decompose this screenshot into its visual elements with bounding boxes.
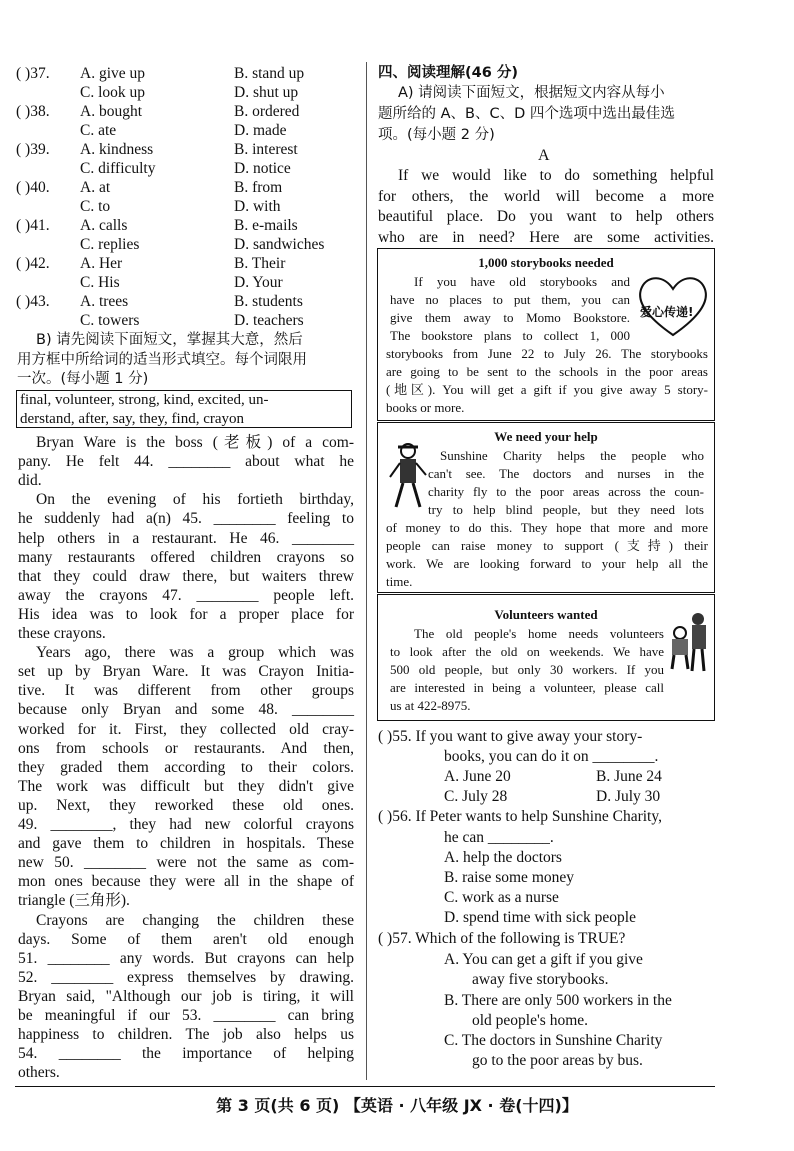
option-d: D. July 30: [596, 788, 661, 805]
intro-line: beautiful place. Do you want to help others: [378, 208, 714, 225]
word-box: [16, 390, 352, 428]
option-d: D. notice: [234, 160, 291, 177]
option-d: D. teachers: [234, 312, 304, 329]
passage-line: tive. It was different from other groups: [18, 682, 354, 700]
passage-line: that they could draw there, but waiters threw: [18, 567, 354, 585]
option-b: B. stand up: [234, 65, 305, 82]
passage-line: others.: [18, 1064, 60, 1082]
card-title: 1,000 storybooks needed: [478, 255, 614, 270]
question-number: ( )41.: [16, 217, 50, 234]
question-number: ( )43.: [16, 293, 50, 310]
passage-line: 52. ________ express themselves by drawing.: [18, 968, 354, 986]
option-line-1: C. The doctors in Sunshine Charity: [444, 1032, 663, 1049]
question-number: ( )37.: [16, 65, 50, 82]
card-sunshine-charity: [377, 422, 715, 593]
passage-line: happiness to children. The job also helps us: [18, 1026, 354, 1044]
option-a: A. kindness: [80, 141, 154, 158]
word-box-line-2: derstand, after, say, they, find, crayon: [20, 411, 245, 427]
option-line-1: A. You can get a gift if you give: [444, 951, 643, 968]
question-57: ( )57. Which of the following is TRUE?: [378, 930, 626, 947]
option-c: C. replies: [80, 236, 140, 253]
section-4-heading: 四、阅读理解(46 分): [378, 65, 518, 81]
section-b-instruction-2: 用方框中所给词的适当形式填空。每个词限用: [17, 352, 307, 368]
passage-line: pany. He felt 44. ________ about what he: [18, 453, 354, 471]
option: C. work as a nurse: [444, 889, 559, 906]
intro-line: for others, the world will become a more: [378, 187, 714, 205]
option-a: A. June 20: [444, 768, 511, 785]
option-a: A. give up: [80, 65, 146, 82]
option: D. spend time with sick people: [444, 909, 636, 926]
option-line-2: go to the poor areas by bus.: [472, 1052, 643, 1069]
word-box-line-1: final, volunteer, strong, kind, excited, un-: [20, 392, 269, 408]
elderly-people-icon: [668, 611, 712, 673]
passage-line: The work was difficult but they didn't give: [18, 777, 354, 795]
passage-line: On the evening of his fortieth birthday,: [36, 491, 354, 509]
section-a-instruction-3: 项。(每小题 2 分): [378, 127, 495, 143]
passage-line: be meaningful if our 53. ________ can bring: [18, 1007, 354, 1024]
card-line: books or more.: [386, 400, 465, 415]
passage-line: Bryan said, "Although our job is tiring, it will: [18, 987, 354, 1005]
option-d: D. Your: [234, 274, 283, 291]
card-line: of money to do this. They hope that more and more: [386, 520, 708, 535]
option-c: C. ate: [80, 122, 117, 139]
option-line-2: old people's home.: [472, 1011, 589, 1029]
passage-line: many restaurants offered children crayons so: [18, 548, 354, 566]
card-line: If you have old storybooks and: [414, 274, 630, 289]
option-b: B. students: [234, 293, 303, 310]
card-line: The old people's home needs volunteers: [414, 626, 664, 641]
option-b: B. interest: [234, 141, 298, 158]
option-c: C. difficulty: [80, 160, 156, 177]
card-volunteers-wanted: [377, 594, 715, 721]
option-a: A. calls: [80, 217, 128, 234]
passage-line: Years ago, there was a group which was: [36, 644, 354, 662]
section-b-instruction-1: B) 请先阅读下面短文，掌握其大意，然后: [36, 332, 303, 348]
card-line: can't see. The doctors and nurses in the: [428, 466, 704, 481]
passage-line: Bryan Ware is the boss (老板) of a com-: [36, 434, 354, 451]
intro-line: who are in need? Here are some activities.: [378, 228, 714, 246]
option-c: C. July 28: [444, 788, 508, 805]
passage-line: away the crayons 47. ________ people left.: [18, 586, 354, 604]
card-line: to look after the old on weekends. We have: [390, 644, 664, 659]
option-c: C. to: [80, 198, 111, 215]
section-a-instruction-2: 题所给的 A、B、C、D 四个选项中选出最佳选: [378, 106, 675, 122]
option-c: C. look up: [80, 84, 146, 101]
question-number: ( )38.: [16, 103, 50, 120]
card-title: We need your help: [494, 429, 598, 444]
option-c: C. His: [80, 274, 120, 291]
intro-line: If we would like to do something helpful: [398, 167, 714, 184]
option-b: B. e-mails: [234, 217, 298, 234]
card-line: work. We are looking forward to your help all the: [386, 556, 708, 571]
question-56-cont: he can ________.: [444, 829, 554, 846]
option-c: C. towers: [80, 312, 140, 329]
card-line: Sunshine Charity helps the people who: [440, 448, 704, 463]
option-a: A. Her: [80, 255, 123, 272]
question-55-cont: books, you can do it on ________.: [444, 748, 659, 765]
card-line: try to help blind people, but they need lots: [428, 502, 704, 517]
passage-line: 51. ________ any words. But crayons can help: [18, 949, 354, 967]
option-b: B. from: [234, 179, 283, 196]
card-line: give them away to Momo Bookstore.: [390, 310, 630, 325]
option: B. raise some money: [444, 869, 575, 886]
card-line: are interested in being a volunteer, please call: [390, 680, 664, 695]
option-d: D. shut up: [234, 84, 299, 101]
question-55: ( )55. If you want to give away your story-: [378, 728, 643, 745]
passage-line: days. Some of them aren't old enough: [18, 930, 354, 948]
option-b: B. June 24: [596, 768, 662, 785]
option-a: A. trees: [80, 293, 129, 310]
page-footer: 第 3 页(共 6 页) 【英语 · 八年级 JX · 卷(十四)】: [216, 1096, 578, 1115]
option-b: B. ordered: [234, 103, 300, 120]
person-icon: [386, 441, 430, 511]
passage-line: and gave them to children in hospitals. These: [18, 835, 354, 853]
option-d: D. made: [234, 122, 287, 139]
passage-line: he suddenly had a(n) 45. ________ feeling to: [18, 510, 354, 528]
stamp-text: 爱心传递!: [640, 305, 694, 319]
option-line-2: away five storybooks.: [472, 971, 609, 988]
passage-line: up. Next, they reworked these old ones.: [18, 796, 354, 814]
passage-line: Crayons are changing the children these: [36, 911, 354, 929]
card-line: time.: [386, 574, 413, 589]
card-line: us at 422-8975.: [390, 698, 471, 713]
card-title: Volunteers wanted: [494, 607, 598, 622]
passage-line: these crayons.: [18, 625, 106, 642]
card-line: have no places to put them, you can: [390, 292, 630, 307]
card-storybooks: [377, 248, 715, 421]
option-d: D. sandwiches: [234, 236, 325, 253]
passage-line: His idea was to look for a proper place for: [18, 605, 354, 623]
passage-line: triangle (三角形).: [18, 892, 130, 910]
section-a-instruction-1: A) 请阅读下面短文，根据短文内容从每小: [398, 85, 665, 101]
card-line: people can raise money to support (支持) their: [386, 538, 708, 553]
card-line: charity fly to the poor areas across the coun-: [428, 484, 704, 499]
passage-line: 49. ________, they had new colorful crayons: [18, 816, 354, 833]
option-d: D. with: [234, 198, 281, 215]
question-number: ( )42.: [16, 255, 50, 272]
card-line: are going to be sent to the schools in the poor areas: [386, 364, 708, 379]
option-a: A. bought: [80, 103, 142, 120]
passage-line: new 50. ________ were not the same as com-: [18, 854, 354, 872]
card-line: storybooks from June 22 to July 26. The storybooks: [386, 346, 708, 361]
card-line: (地区). You will get a gift if you give away 5 story-: [386, 382, 708, 397]
passage-line: they graded them according to their colors.: [18, 758, 354, 776]
footer-rule: [15, 1086, 715, 1087]
heart-stamp-icon: [634, 269, 712, 341]
option-line-1: B. There are only 500 workers in the: [444, 991, 672, 1009]
passage-line: worked for it. First, they collected old cray-: [18, 720, 354, 738]
option-b: B. Their: [234, 255, 286, 272]
option: A. help the doctors: [444, 849, 562, 866]
passage-line: because only Bryan and some 48. ________: [18, 701, 354, 719]
question-number: ( )39.: [16, 141, 50, 158]
card-line: The bookstore plans to collect 1, 000: [390, 328, 630, 343]
passage-line: 54. ________ the importance of helping: [18, 1045, 354, 1063]
question-number: ( )40.: [16, 179, 50, 196]
passage-label: A: [538, 147, 550, 164]
question-56: ( )56. If Peter wants to help Sunshine Charity,: [378, 808, 662, 825]
section-b-instruction-3: 一次。(每小题 1 分): [17, 371, 149, 387]
passage-line: did.: [18, 472, 42, 490]
passage-line: ons from schools or restaurants. And then,: [18, 739, 354, 757]
passage-line: help others in a restaurant. He 46. ________: [18, 529, 354, 547]
option-a: A. at: [80, 179, 111, 196]
passage-line: mon ones because they were all in the shape of: [18, 873, 354, 891]
card-line: 500 old people, but only 30 workers. If you: [390, 662, 664, 677]
column-divider: [366, 62, 367, 1080]
passage-line: set up by Bryan Ware. It was Crayon Initia-: [18, 663, 354, 681]
